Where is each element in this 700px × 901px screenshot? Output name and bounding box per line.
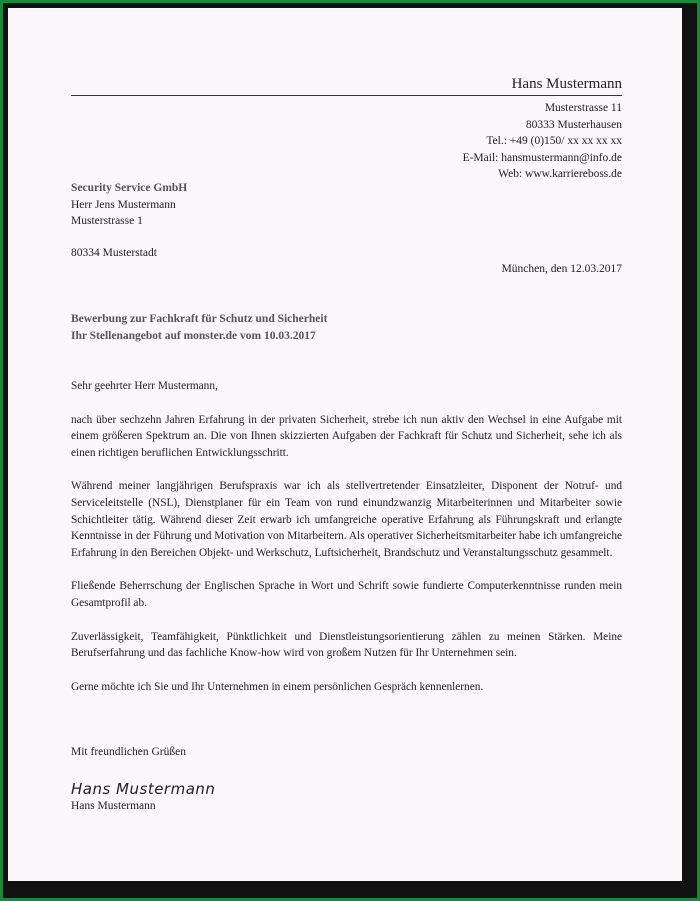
subject-line-2: Ihr Stellenangebot auf monster.de vom 10.03.2017 [71, 330, 316, 342]
salutation: Sehr geehrter Herr Mustermann, [71, 380, 218, 392]
recipient-address [71, 180, 187, 230]
sender-phone: Tel.: +49 (0)150/ xx xx xx xx [486, 135, 622, 148]
handwritten-signature: Hans Mustermann [71, 780, 216, 798]
body-paragraph: Gerne möchte ich Sie und Ihr Unternehmen in einem persönlichen Gespräch kennenlernen. [71, 680, 484, 693]
recipient-company: Security Service GmbH [71, 182, 188, 194]
recipient-contact: Herr Jens Mustermann [71, 198, 176, 211]
recipient-city: 80334 Musterstadt [71, 247, 157, 259]
sender-web: Web: www.karriereboss.de [498, 168, 622, 181]
body-paragraph: Fließende Beherrschung der Englischen Sprache in Wort und Schrift sowie fundierte Computerkenntnisse runden mein Gesamtprofil ab. [71, 580, 622, 609]
body-paragraph: nach über sechzehn Jahren Erfahrung in der privaten Sicherheit, strebe ich nun aktiv den Wechsel in eine Aufgabe mit einem größeren Spektrum an. Die von Ihnen skizzierten Aufgaben der Fachkraft für Schutz und Sicherheit, sehe ich als einen richtigen beruflichen Entwicklungsschritt. [71, 413, 622, 459]
subject-line-1: Bewerbung zur Fachkraft für Schutz und Sicherheit [71, 313, 328, 325]
letter-page [8, 8, 682, 881]
page-frame [3, 3, 697, 898]
body-paragraph: Während meiner langjährigen Berufspraxis war ich als stellvertretender Einsatzleiter, Disponent der Notruf- und Serviceleitstelle (NSL), Dienstplaner für ein Team von rund einundzwanzig Mitarbeiterinnen und Mitarbeiter sowie Schichtleiter tätig. Während dieser Zeit erwarb ich umfangreiche operative Erfahrung als Führungskraft und erlangte Kenntnisse in der Führung und Motivation von Mitarbeitern. Als operativer Sicherheitsmitarbeiter habe ich umfangreiche Erfahrung in den Bereichen Objekt- und Werkschutz, Luftsicherheit, Brandschutz und Veranstaltungsschutz gesammelt. [71, 480, 622, 559]
recipient-street: Musterstrasse 1 [71, 215, 143, 227]
letter-date: München, den 12.03.2017 [501, 263, 622, 275]
sender-email: E-Mail: hansmustermann@info.de [462, 151, 622, 164]
sender-address [463, 100, 622, 183]
sender-name: Hans Mustermann [511, 76, 622, 92]
sender-city: 80333 Musterhausen [525, 118, 622, 131]
header-rule [71, 95, 622, 96]
subject [71, 311, 327, 345]
letter-body [71, 378, 622, 712]
body-paragraph: Zuverlässigkeit, Teamfähigkeit, Pünktlichkeit und Dienstleistungsorientierung zählen zu meinen Stärken. Meine Berufserfahrung und das fachliche Know-how wird von großem Nutzen für Ihr Unternehmen sein. [71, 630, 622, 660]
sender-street: Musterstrasse 11 [544, 102, 622, 114]
signed-name: Hans Mustermann [71, 800, 156, 812]
closing: Mit freundlichen Grüßen [71, 746, 186, 758]
